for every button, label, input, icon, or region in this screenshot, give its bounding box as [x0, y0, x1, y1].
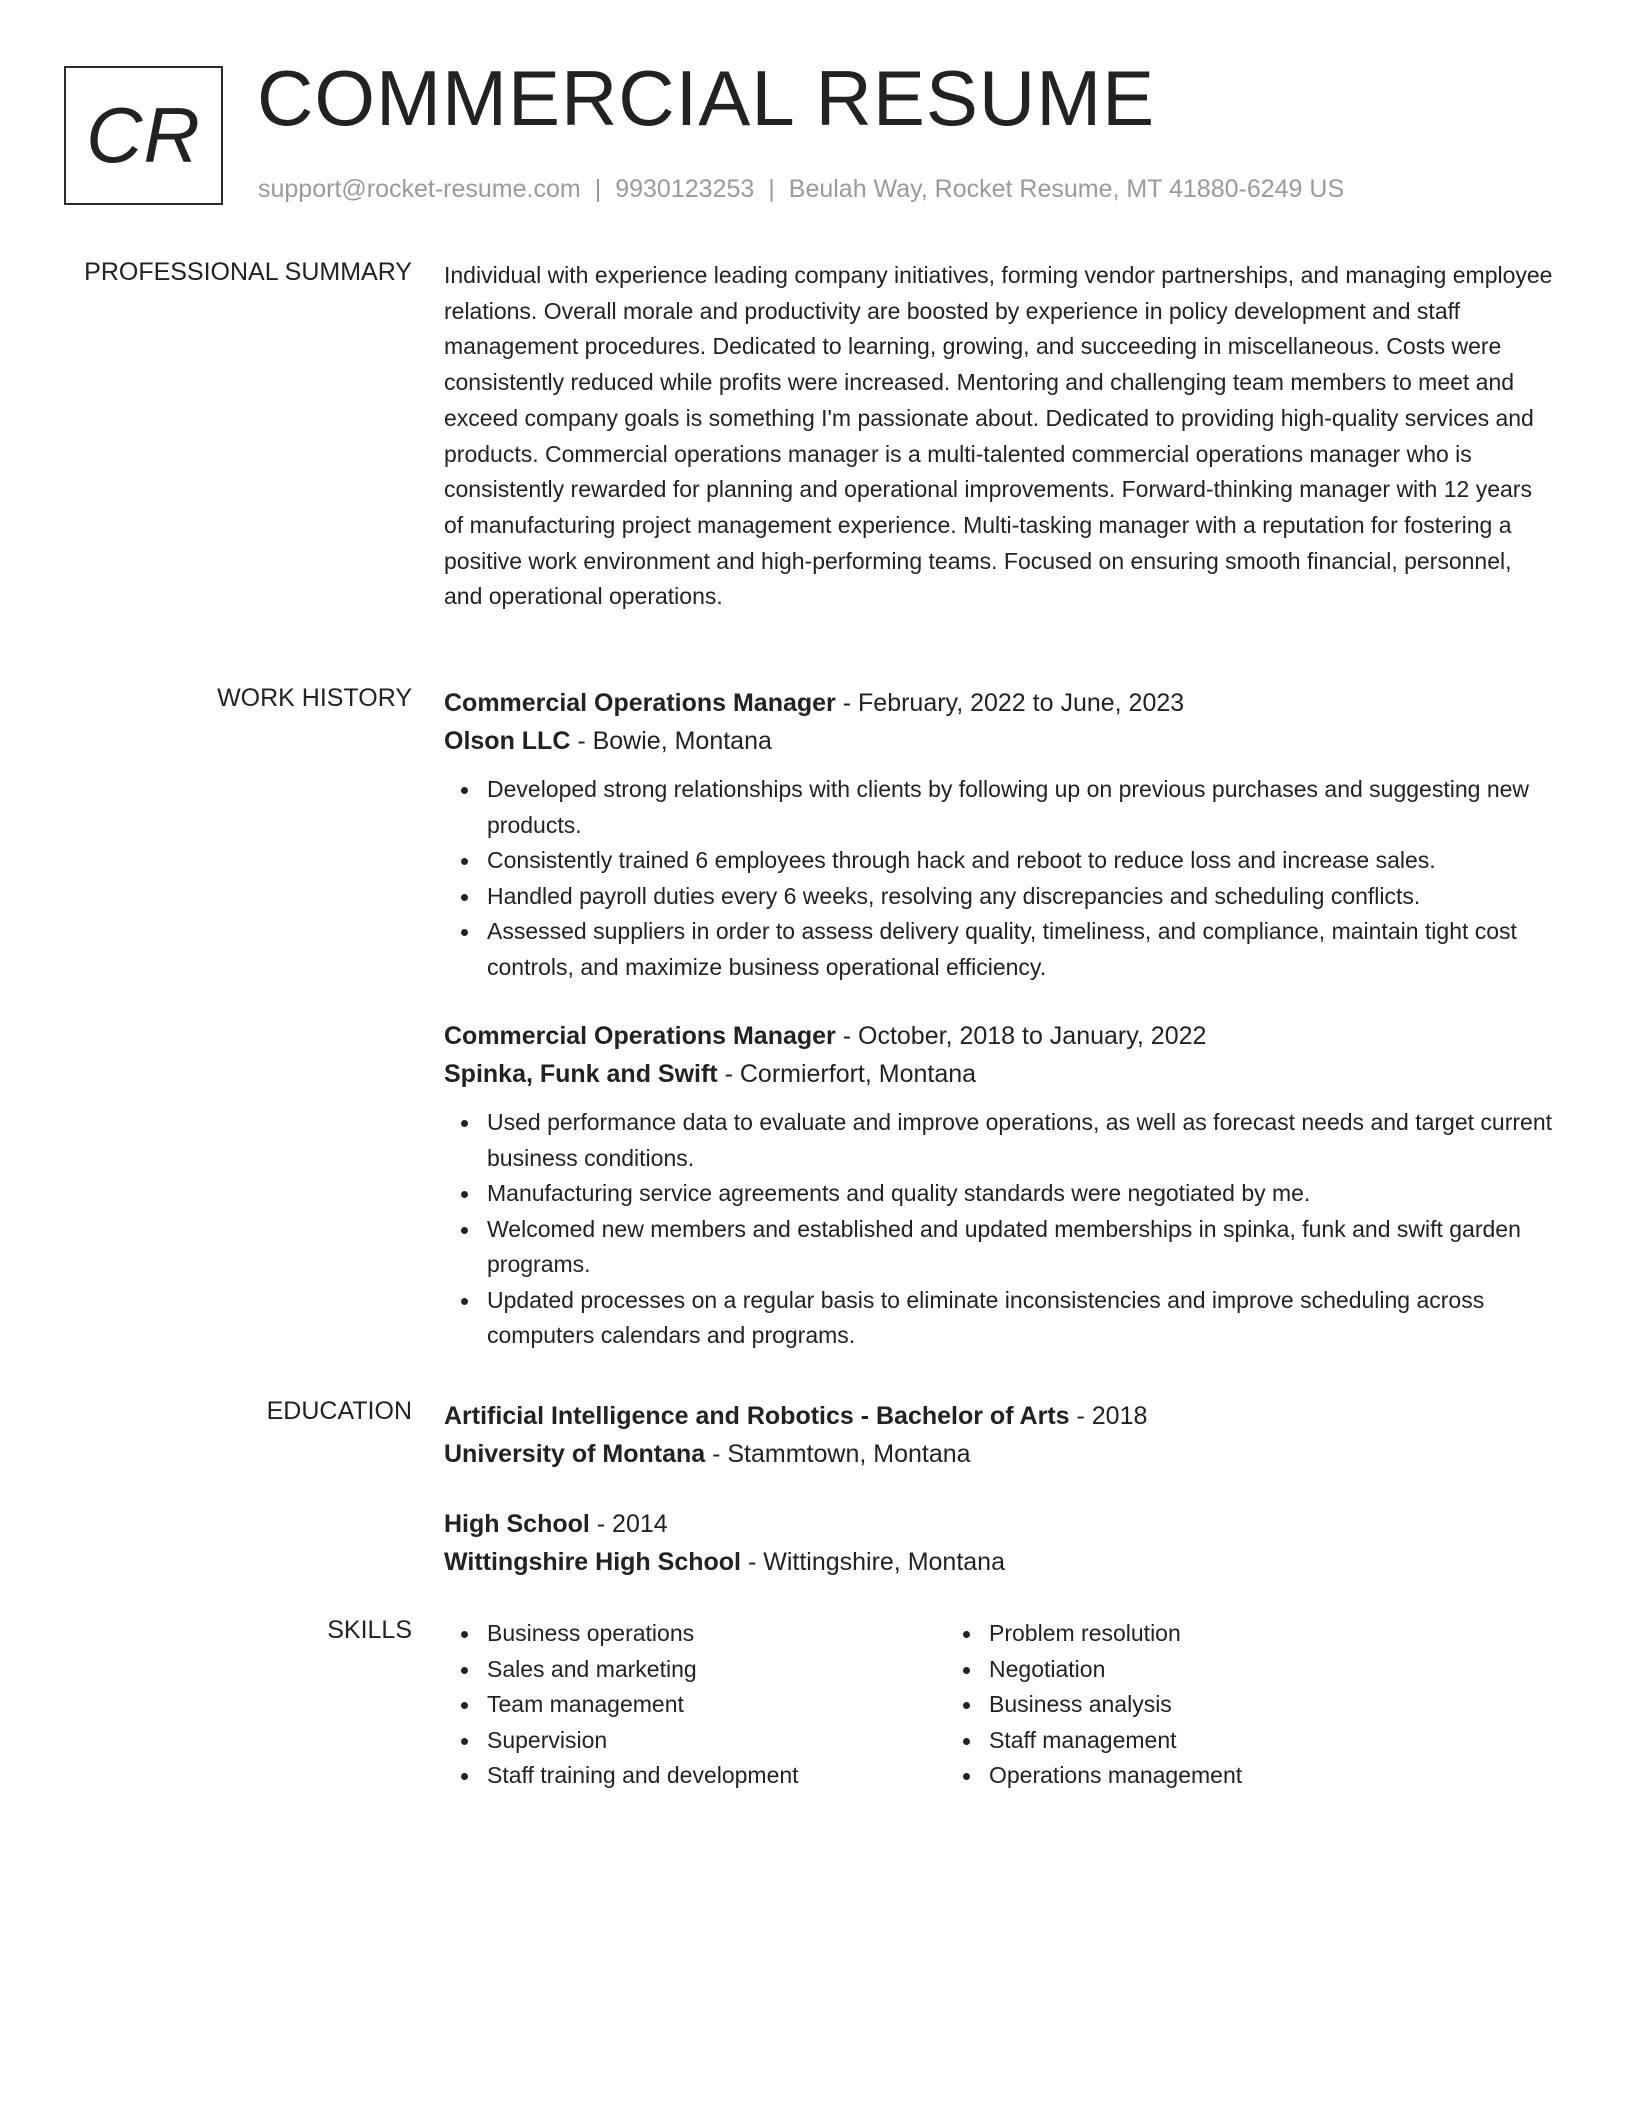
contact-separator: |: [768, 175, 775, 203]
skill-item: Staff management: [989, 1723, 1242, 1759]
list-item: Welcomed new members and established and updated memberships in spinka, funk and swift garden programs.: [487, 1212, 1554, 1283]
job-location: - Bowie, Montana: [570, 727, 772, 755]
job-title: Commercial Operations Manager: [444, 689, 836, 717]
job-bullets: [444, 1105, 1554, 1354]
section-heading-summary: PROFESSIONAL SUMMARY: [84, 258, 412, 286]
monogram-logo: CR: [64, 66, 223, 205]
section-heading-skills: SKILLS: [327, 1616, 412, 1644]
education-year: - 2018: [1069, 1402, 1148, 1430]
skills-column-right: [946, 1616, 1242, 1794]
job-bullets: [444, 772, 1554, 985]
education-school-line: [444, 1435, 1554, 1473]
resume-title: COMMERCIAL RESUME: [257, 54, 1156, 142]
section-heading-work-history: WORK HISTORY: [217, 684, 412, 712]
job-title-line: [444, 684, 1554, 722]
list-item: Developed strong relationships with clients by following up on previous purchases and suggesting new products.: [487, 772, 1554, 843]
education-entry: [444, 1505, 1554, 1581]
job-dates: - October, 2018 to January, 2022: [835, 1022, 1207, 1050]
education-location: - Stammtown, Montana: [705, 1440, 971, 1468]
education-degree: High School: [444, 1510, 590, 1538]
skills-columns: [444, 1616, 1554, 1794]
education-school: University of Montana: [444, 1440, 706, 1468]
education-school: Wittingshire High School: [444, 1548, 741, 1576]
job-title-line: [444, 1017, 1554, 1055]
contact-email: support@rocket-resume.com: [258, 175, 581, 203]
skill-item: Negotiation: [989, 1652, 1242, 1688]
skills-column-left: [444, 1616, 946, 1794]
job-title: Commercial Operations Manager: [444, 1022, 836, 1050]
skill-item: Problem resolution: [989, 1616, 1242, 1652]
list-item: Used performance data to evaluate and improve operations, as well as forecast needs and target current business conditions.: [487, 1105, 1554, 1176]
job-company-line: [444, 1055, 1554, 1093]
job-company: Spinka, Funk and Swift: [444, 1060, 718, 1088]
skill-item: Staff training and development: [487, 1758, 946, 1794]
education-degree: Artificial Intelligence and Robotics - Bachelor of Arts: [444, 1402, 1070, 1430]
skill-item: Team management: [487, 1687, 946, 1723]
education-entry: [444, 1397, 1554, 1473]
job-dates: - February, 2022 to June, 2023: [835, 689, 1185, 717]
skill-item: Business analysis: [989, 1687, 1242, 1723]
skill-item: Sales and marketing: [487, 1652, 946, 1688]
skills-list: [444, 1616, 946, 1794]
list-item: Manufacturing service agreements and quality standards were negotiated by me.: [487, 1176, 1554, 1212]
job-entry: [444, 1017, 1554, 1354]
skill-item: Supervision: [487, 1723, 946, 1759]
education-location: - Wittingshire, Montana: [741, 1548, 1005, 1576]
list-item: Handled payroll duties every 6 weeks, resolving any discrepancies and scheduling conflicts.: [487, 879, 1554, 915]
education-year: - 2014: [589, 1510, 668, 1538]
education-degree-line: [444, 1505, 1554, 1543]
skill-item: Business operations: [487, 1616, 946, 1652]
job-entry: [444, 684, 1554, 985]
list-item: Updated processes on a regular basis to eliminate inconsistencies and improve scheduling across computers calendars and programs.: [487, 1283, 1554, 1354]
list-item: Consistently trained 6 employees through hack and reboot to reduce loss and increase sales.: [487, 843, 1554, 879]
job-location: - Cormierfort, Montana: [717, 1060, 977, 1088]
skills-list: [946, 1616, 1242, 1794]
summary-text: Individual with experience leading company initiatives, forming vendor partnerships, and managing employee relations. Overall morale and productivity are boosted by experience in policy development and staff management procedures. Dedicated to learning, growing, and succeeding in miscellaneous. Costs were consistently reduced while profits were increased. Mentoring and challenging team members to meet and exceed company goals is something I'm passionate about. Dedicated to providing high-quality services and products. Commercial operations manager is a multi-talented commercial operations manager who is consistently rewarded for planning and operational improvements. Forward-thinking manager with 12 years of manufacturing project management experience. Multi-tasking manager with a reputation for fostering a positive work environment and high-performing teams. Focused on ensuring smooth financial, personnel, and operational operations.: [444, 262, 1553, 610]
list-item: Assessed suppliers in order to assess delivery quality, timeliness, and compliance, maintain tight cost controls, and maximize business operational efficiency.: [487, 914, 1554, 985]
contact-address: Beulah Way, Rocket Resume, MT 41880-6249 US: [788, 175, 1345, 203]
contact-phone: 9930123253: [615, 175, 755, 203]
skill-item: Operations management: [989, 1758, 1242, 1794]
education-degree-line: [444, 1397, 1554, 1435]
section-heading-education: EDUCATION: [266, 1397, 412, 1425]
contact-line: [258, 175, 1344, 204]
education-school-line: [444, 1543, 1554, 1581]
job-company: Olson LLC: [444, 727, 571, 755]
contact-separator: |: [594, 175, 602, 203]
job-company-line: [444, 722, 1554, 760]
